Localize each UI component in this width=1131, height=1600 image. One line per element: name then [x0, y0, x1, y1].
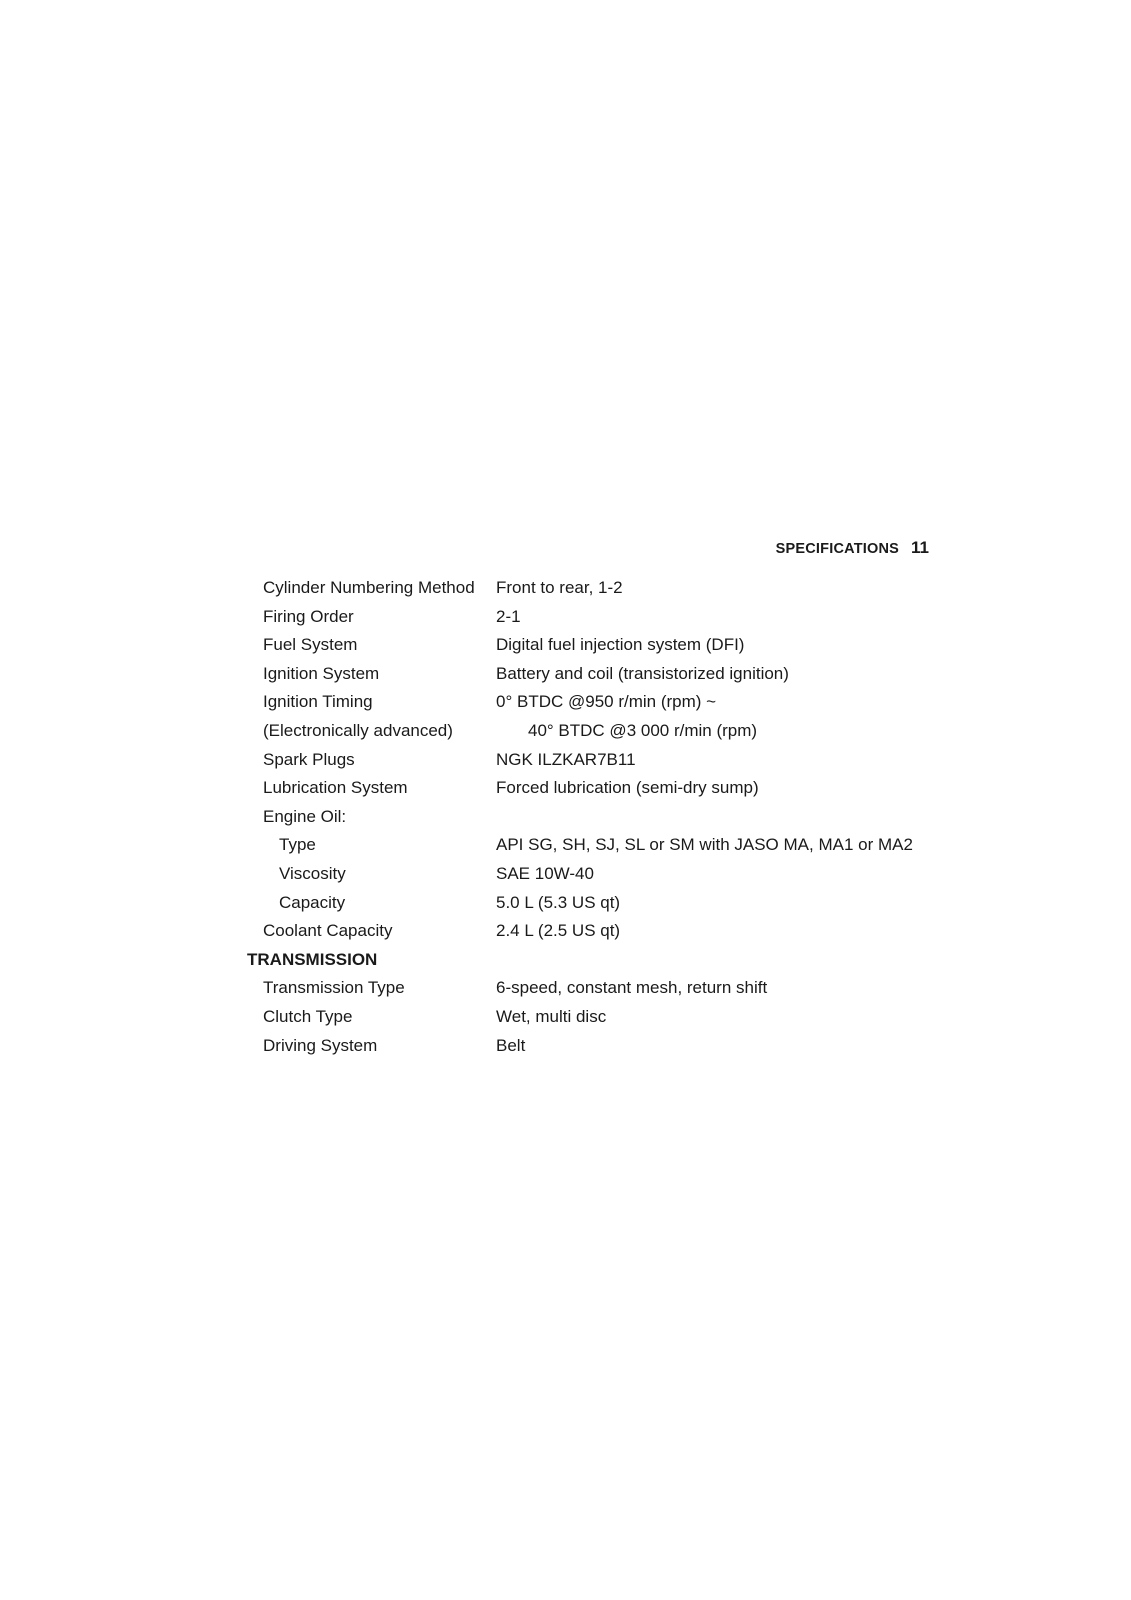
spec-value: 0° BTDC @950 r/min (rpm) ~ — [496, 692, 717, 712]
spec-label: Type — [279, 835, 316, 855]
spec-label: Driving System — [263, 1035, 378, 1055]
spec-value: API SG, SH, SJ, SL or SM with JASO MA, MA1 or MA2 — [496, 835, 913, 855]
spec-row-ignition-timing — [247, 688, 947, 717]
spec-value: SAE 10W-40 — [496, 863, 594, 883]
spec-row-firing-order — [247, 603, 947, 632]
section-title: SPECIFICATIONS — [775, 541, 900, 557]
spec-label: Lubrication System — [263, 778, 408, 798]
spec-value: 40° BTDC @3 000 r/min (rpm) — [528, 720, 758, 740]
spec-row-lubrication-system — [247, 774, 947, 803]
spec-row-oil-viscosity — [247, 860, 947, 889]
spec-row-transmission-type — [247, 974, 947, 1003]
spec-label: Clutch Type — [263, 1006, 353, 1026]
spec-value: Front to rear, 1-2 — [496, 578, 623, 597]
spec-label: Ignition Timing — [263, 692, 373, 712]
spec-value: Battery and coil (transistorized ignition) — [496, 663, 789, 683]
spec-row-cylinder-numbering — [247, 574, 947, 603]
spec-row-engine-oil — [247, 803, 947, 832]
spec-row-coolant-capacity — [247, 917, 947, 946]
spec-row-ignition-timing-advanced — [247, 717, 947, 746]
section-heading-transmission — [247, 946, 947, 975]
spec-value: Digital fuel injection system (DFI) — [496, 635, 745, 655]
spec-label: Capacity — [279, 892, 346, 912]
spec-row-fuel-system — [247, 631, 947, 660]
section-heading: TRANSMISSION — [247, 949, 378, 969]
spec-value: Belt — [496, 1035, 526, 1055]
spec-value: NGK ILZKAR7B11 — [496, 749, 636, 769]
spec-label: Ignition System — [263, 663, 380, 683]
spec-value: 2.4 L (2.5 US qt) — [496, 921, 621, 941]
spec-value: 5.0 L (5.3 US qt) — [496, 892, 621, 912]
spec-row-driving-system — [247, 1032, 947, 1061]
spec-row-ignition-system — [247, 660, 947, 689]
spec-row-clutch-type — [247, 1003, 947, 1032]
spec-label: Firing Order — [263, 606, 354, 626]
spec-label: Fuel System — [263, 635, 358, 655]
spec-label: Engine Oil: — [263, 806, 347, 826]
spec-label: Transmission Type — [263, 978, 405, 998]
spec-row-oil-type — [247, 831, 947, 860]
spec-value: 2-1 — [496, 606, 521, 626]
page-header — [700, 538, 929, 558]
spec-label: Coolant Capacity — [263, 921, 393, 941]
spec-label: Spark Plugs — [263, 749, 355, 769]
spec-value: Wet, multi disc — [496, 1006, 607, 1026]
spec-value: Forced lubrication (semi-dry sump) — [496, 778, 759, 798]
spec-row-spark-plugs — [247, 746, 947, 775]
spec-list — [247, 574, 947, 1060]
spec-value: 6-speed, constant mesh, return shift — [496, 978, 768, 998]
page-number: 11 — [911, 538, 929, 557]
spec-row-oil-capacity — [247, 889, 947, 918]
spec-label: Cylinder Numbering Method — [263, 578, 475, 597]
spec-label: (Electronically advanced) — [263, 720, 453, 740]
spec-label: Viscosity — [279, 863, 346, 883]
